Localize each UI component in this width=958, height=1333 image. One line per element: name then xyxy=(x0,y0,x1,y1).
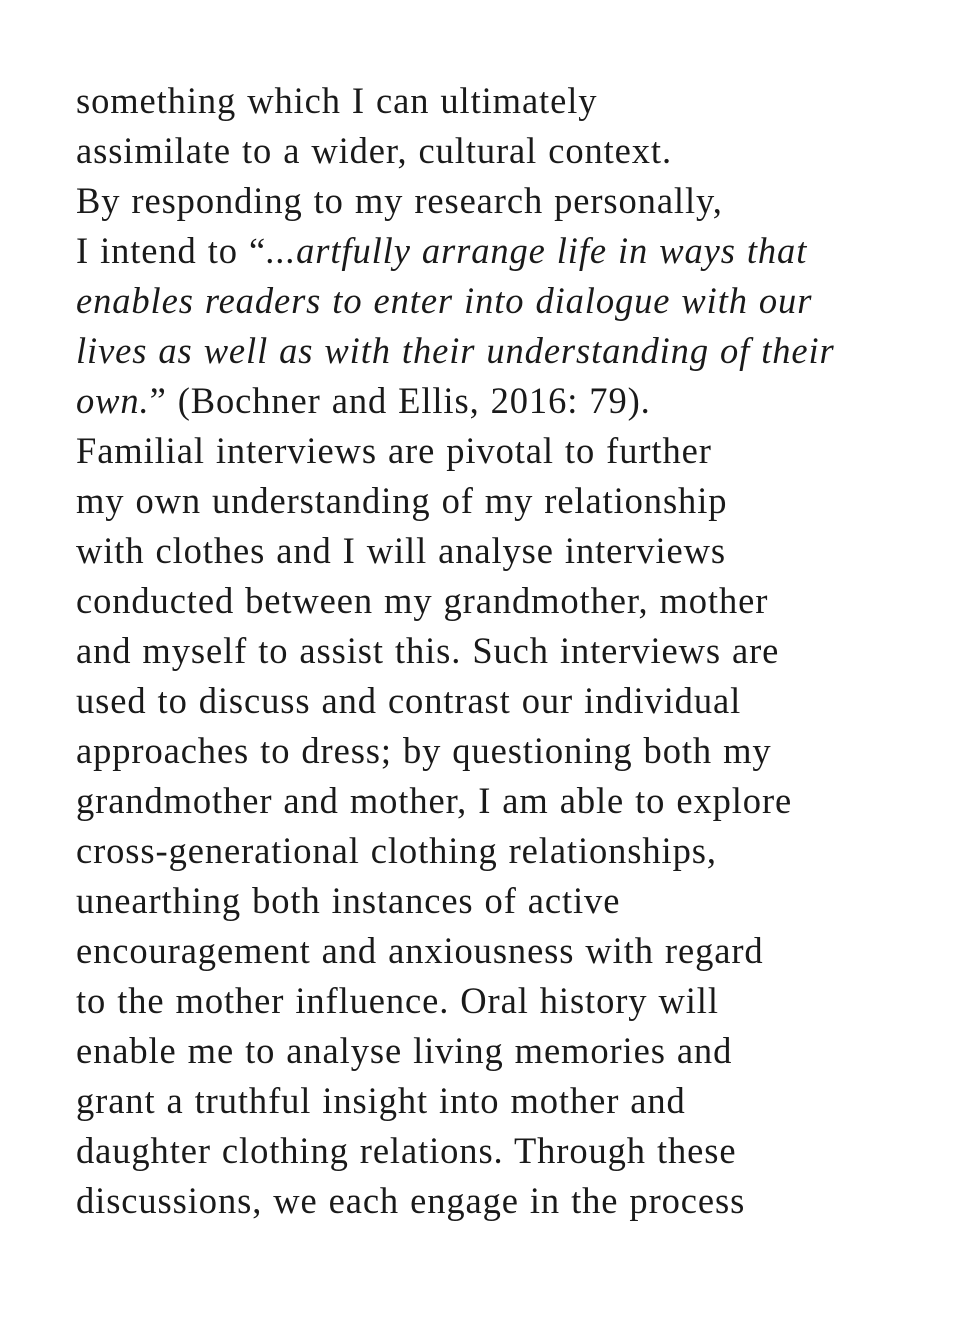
text-segment: with clothes and I will analyse interviews xyxy=(76,530,726,571)
text-line xyxy=(76,1126,946,1176)
body-text xyxy=(76,76,946,1226)
text-line xyxy=(76,276,946,326)
text-segment: cross-generational clothing relationships, xyxy=(76,830,717,871)
text-line xyxy=(76,126,946,176)
text-line xyxy=(76,326,946,376)
text-segment: used to discuss and contrast our individual xyxy=(76,680,742,721)
text-line xyxy=(76,176,946,226)
quotation-italic: ...artfully arrange life in ways that xyxy=(266,230,808,271)
text-line xyxy=(76,676,946,726)
text-line xyxy=(76,576,946,626)
text-line xyxy=(76,1076,946,1126)
text-segment: encouragement and anxiousness with regard xyxy=(76,930,764,971)
text-line xyxy=(76,826,946,876)
text-line xyxy=(76,926,946,976)
text-segment: Familial interviews are pivotal to further xyxy=(76,430,712,471)
text-segment: to the mother influence. Oral history will xyxy=(76,980,719,1021)
text-line xyxy=(76,726,946,776)
text-segment: conducted between my grandmother, mother xyxy=(76,580,769,621)
quotation-italic: enables readers to enter into dialogue with our xyxy=(76,280,813,321)
text-segment: something which I can ultimately xyxy=(76,80,598,121)
citation: ” (Bochner and Ellis, 2016: 79). xyxy=(149,380,651,421)
text-segment: assimilate to a wider, cultural context. xyxy=(76,130,672,171)
text-line xyxy=(76,976,946,1026)
text-segment: enable me to analyse living memories and xyxy=(76,1030,733,1071)
text-segment: By responding to my research personally, xyxy=(76,180,723,221)
text-segment: grandmother and mother, I am able to explore xyxy=(76,780,793,821)
text-line xyxy=(76,76,946,126)
text-line xyxy=(76,776,946,826)
quotation-italic: own. xyxy=(76,380,150,421)
quotation-italic: lives as well as with their understanding of their xyxy=(76,330,835,371)
text-segment: grant a truthful insight into mother and xyxy=(76,1080,686,1121)
text-line xyxy=(76,876,946,926)
text-segment: I intend to “ xyxy=(76,230,267,271)
text-segment: and myself to assist this. Such interviews are xyxy=(76,630,780,671)
text-line xyxy=(76,626,946,676)
text-segment: daughter clothing relations. Through these xyxy=(76,1130,737,1171)
text-segment: discussions, we each engage in the process xyxy=(76,1180,746,1221)
text-line xyxy=(76,426,946,476)
text-line xyxy=(76,1026,946,1076)
text-segment: unearthing both instances of active xyxy=(76,880,621,921)
text-line xyxy=(76,1176,946,1226)
text-line xyxy=(76,226,946,276)
text-line xyxy=(76,526,946,576)
text-line xyxy=(76,376,946,426)
text-segment: my own understanding of my relationship xyxy=(76,480,728,521)
text-segment: approaches to dress; by questioning both my xyxy=(76,730,772,771)
text-line xyxy=(76,476,946,526)
